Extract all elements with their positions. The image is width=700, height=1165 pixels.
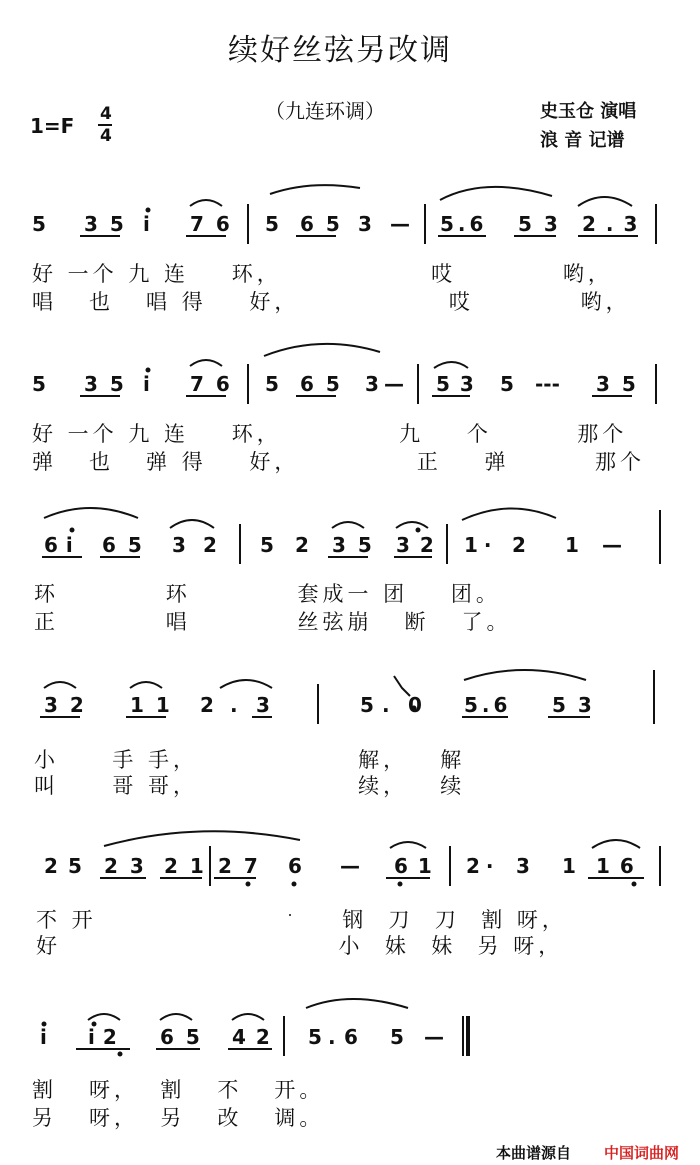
note: i [40, 1025, 47, 1049]
note: 35 [332, 533, 384, 557]
note: — [424, 1025, 444, 1049]
note: 16 [596, 854, 644, 878]
note: 6 [288, 854, 302, 878]
note: 32 [396, 533, 444, 557]
lyrics-line: 弹 也 弹 得 好， 正 弹 那个 [32, 450, 645, 474]
note: 2 [203, 533, 217, 557]
note: 5.6 [464, 693, 512, 717]
note: 76 [190, 372, 242, 396]
note: 2 [512, 533, 526, 557]
note: 5 [68, 854, 82, 878]
note: --- [535, 372, 560, 396]
note: 65 [300, 212, 352, 236]
time-signature-bottom: 4 [100, 126, 112, 146]
note: 76 [190, 212, 242, 236]
note: 2 [295, 533, 309, 557]
note: 5 [32, 212, 46, 236]
note: — [602, 533, 622, 557]
note: . [382, 693, 390, 717]
note: 3 [365, 372, 379, 396]
note: 5.6 [440, 212, 488, 236]
notator-credit: 浪 音 记谱 [540, 130, 625, 151]
note: 35 [596, 372, 648, 396]
lyrics-line: 不 开 钢 刀 刀 割 呀， [36, 908, 567, 932]
song-subtitle: （九连环调） [265, 99, 385, 123]
lyrics-line: 好 一个 九 连 环， 九 个 那个 [32, 422, 628, 446]
note: 1 [562, 854, 576, 878]
note: . [230, 693, 238, 717]
lyrics-line: 好 小 妹 妹 另 呀， [36, 934, 564, 958]
source-credit: 本曲谱源自 [496, 1144, 572, 1162]
note: 65 [102, 533, 154, 557]
note: 61 [394, 854, 442, 878]
note: 2 [200, 693, 214, 717]
note: 1· [464, 533, 498, 557]
note: 11 [130, 693, 182, 717]
lyrics-line: 环 环 套成一 团 团。 [34, 582, 501, 606]
lyrics-line: 叫 哥 哥， 续， 续 [34, 774, 466, 798]
lyrics-line: 另 呀， 另 改 调。 [32, 1106, 325, 1130]
note: 3 [172, 533, 186, 557]
site-watermark[interactable]: 中国词曲网 [604, 1144, 680, 1162]
note: 5 [32, 372, 46, 396]
note: 32 [44, 693, 96, 717]
note: 0 [408, 693, 422, 717]
note: 5 [260, 533, 274, 557]
note: 5 [500, 372, 514, 396]
song-title: 续好丝弦另改调 [228, 33, 452, 68]
note: — [384, 372, 404, 396]
note: 35 [84, 372, 136, 396]
note: i [143, 212, 150, 236]
note: 2· [466, 854, 500, 878]
lyrics-line: 割 呀， 割 不 开。 [32, 1078, 325, 1102]
note: 1 [565, 533, 579, 557]
note: 23 [104, 854, 156, 878]
note: 2.3 [582, 212, 648, 236]
time-signature-top: 4 [100, 104, 112, 124]
note: 65 [300, 372, 352, 396]
note: 65 [160, 1025, 212, 1049]
note: 2 [44, 854, 58, 878]
note: 5 [265, 212, 279, 236]
note: 3 [358, 212, 372, 236]
note: — [340, 854, 360, 878]
note: 27 [218, 854, 270, 878]
note: 3 [256, 693, 270, 717]
note: 5 [390, 1025, 404, 1049]
note: 53 [436, 372, 484, 396]
note: 21 [164, 854, 216, 878]
performer-credit: 史玉仓 演唱 [540, 101, 637, 122]
note: 5 [265, 372, 279, 396]
note: 6i [44, 533, 81, 557]
note: 6 [344, 1025, 358, 1049]
note: — [390, 212, 410, 236]
note: i2 [88, 1025, 125, 1049]
note: 3 [516, 854, 530, 878]
note: 53 [518, 212, 570, 236]
lyrics-line: 小 手 手， 解， 解 [34, 748, 466, 772]
note: 5 [360, 693, 374, 717]
lyrics-line: 唱 也 唱 得 好， 哎 哟， [32, 290, 631, 314]
key-signature: 1=F [30, 114, 75, 138]
note: . [328, 1025, 336, 1049]
note: 35 [84, 212, 136, 236]
note: 42 [232, 1025, 280, 1049]
lyrics-line: 好 一个 九 连 环， 哎 哟， [32, 262, 613, 286]
note: 5 [308, 1025, 322, 1049]
lyrics-line: 正 唱 丝弦崩 断 了。 [34, 610, 512, 634]
note: 53 [552, 693, 604, 717]
note: i [143, 372, 150, 396]
